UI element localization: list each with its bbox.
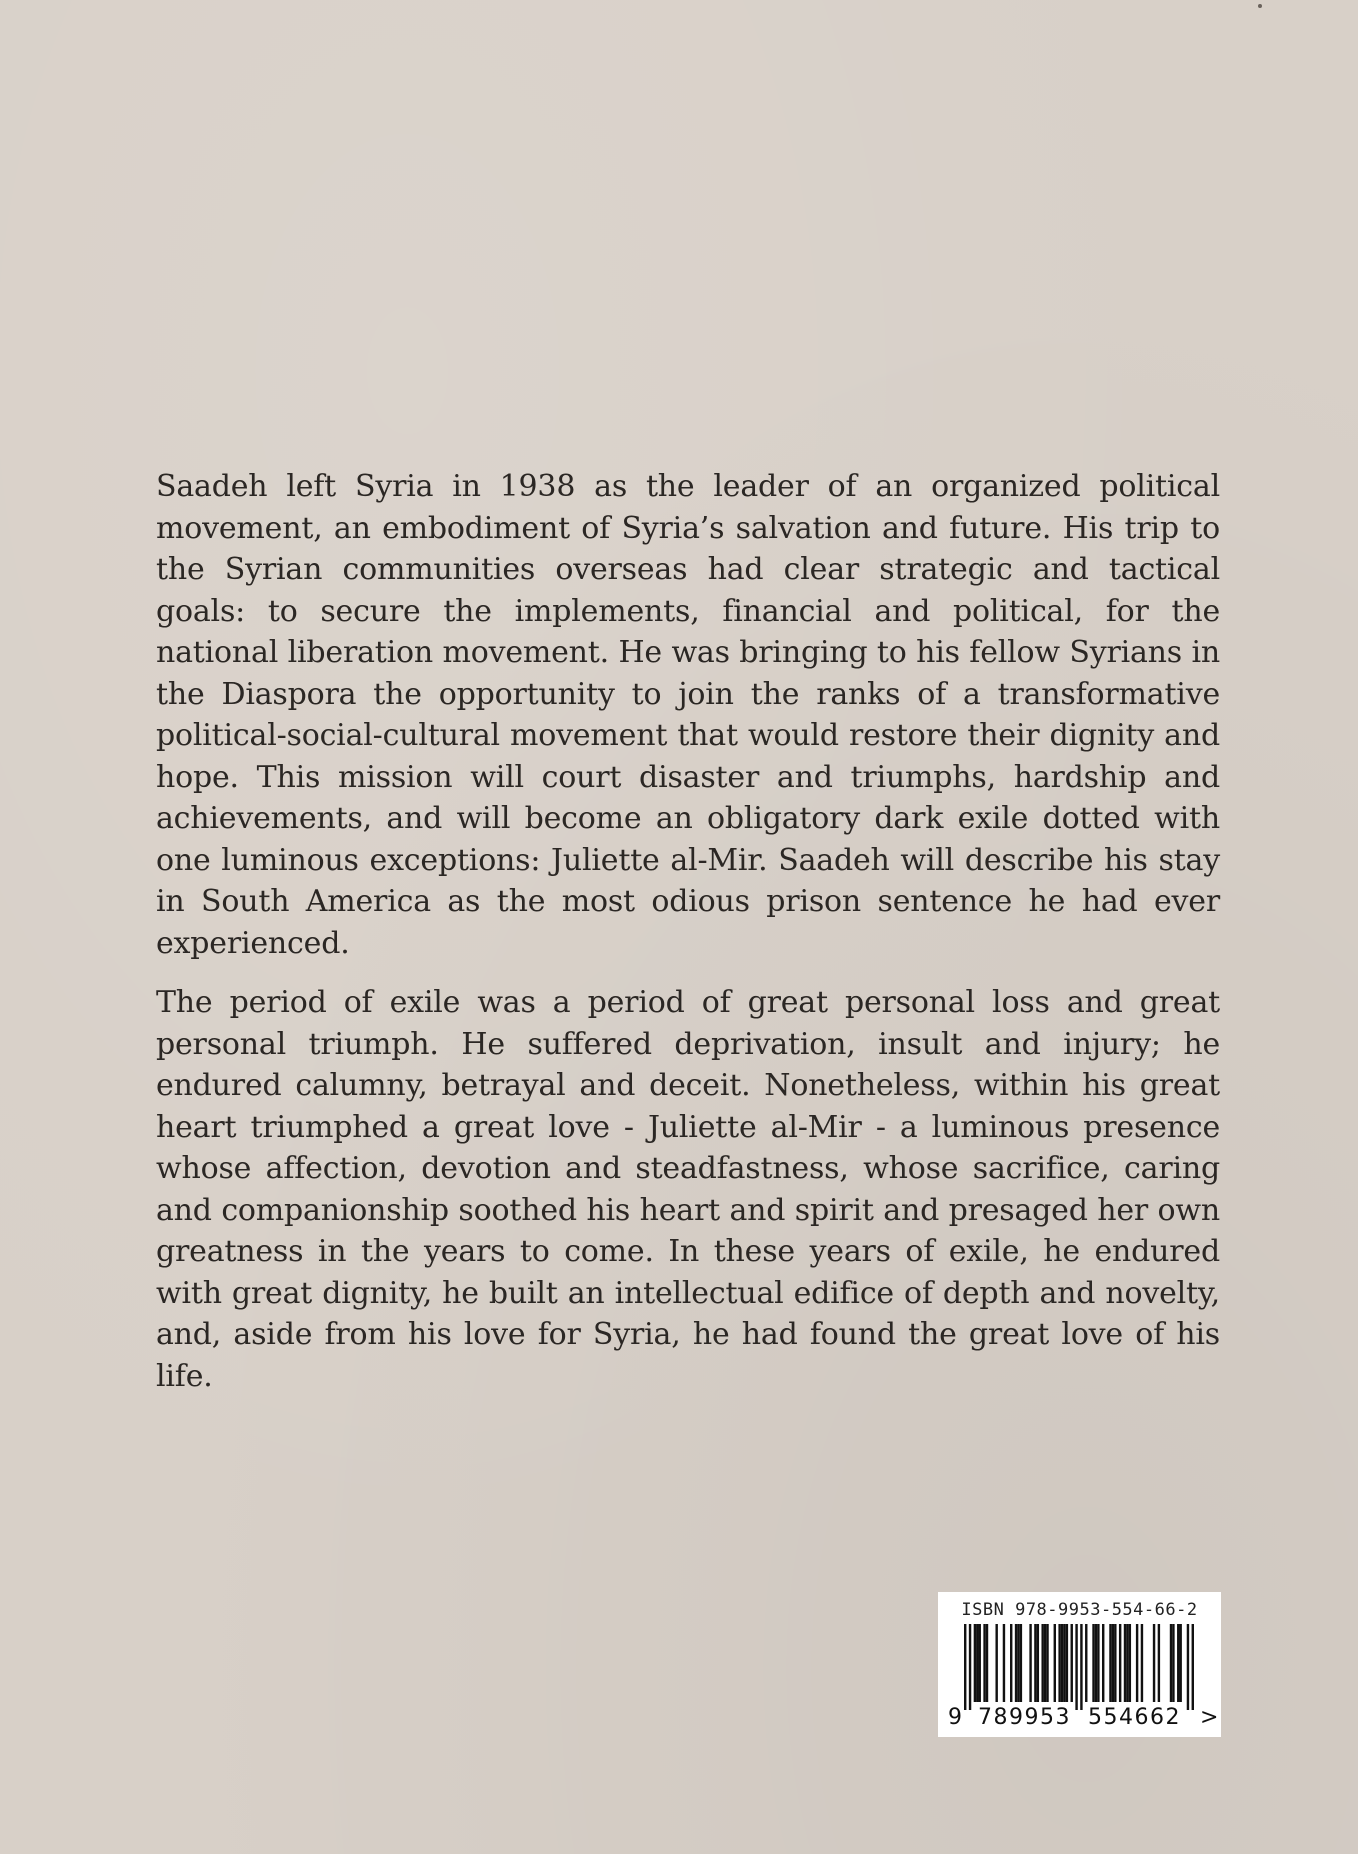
- barcode-bar: [1119, 1624, 1121, 1702]
- barcode-bar: [1041, 1624, 1043, 1702]
- barcode-bar: [1017, 1624, 1019, 1702]
- barcode-digit-first: 9: [948, 1705, 962, 1730]
- barcode-bar: [979, 1624, 981, 1702]
- barcode-quiet-zone-mark: >: [1200, 1705, 1219, 1730]
- print-speck: [1258, 4, 1262, 8]
- barcode-bar: [1092, 1624, 1094, 1702]
- barcode-bar: [976, 1624, 978, 1702]
- barcode-bar: [1179, 1624, 1181, 1702]
- barcode-bar: [1109, 1624, 1111, 1702]
- barcode-bar: [1172, 1624, 1174, 1702]
- barcode-bar: [1029, 1624, 1031, 1702]
- barcode-bar: [1037, 1624, 1039, 1702]
- barcode-bar: [1136, 1624, 1138, 1702]
- barcode-bar: [1126, 1624, 1128, 1702]
- barcode-bar: [1158, 1624, 1160, 1702]
- barcode-guard-bar: [1192, 1624, 1194, 1710]
- barcode-bar: [1071, 1624, 1073, 1702]
- barcode-guard-bar: [1075, 1624, 1077, 1710]
- barcode-bar: [1129, 1624, 1131, 1702]
- barcode-bar: [1102, 1624, 1104, 1702]
- barcode-bar: [1015, 1624, 1017, 1702]
- barcode-bar: [1061, 1624, 1063, 1702]
- barcode-bar: [974, 1624, 976, 1702]
- barcode-bar: [1095, 1624, 1097, 1702]
- barcode-bar: [1170, 1624, 1172, 1702]
- barcode-digits-left: 789953: [974, 1704, 1075, 1732]
- barcode-bar: [1085, 1624, 1087, 1702]
- barcode-bar: [1097, 1624, 1099, 1702]
- blurb-paragraph-2: The period of exile was a period of great personal loss and great personal triumph. He suffered deprivation, insult and injury; he endured calumny, betrayal and deceit. Nonetheless, within his great heart triumphed a great love - Juliette al-Mir - a luminous presence whose affection, devotion and steadfastness, whose sacrifice, caring and companionship soothed his heart and spirit and presaged her own greatness in the years to come. In these years of exile, he endured with great dignity, he built an intellectual edifice of depth and novelty, and, aside from his love for Syria, he had found the great love of his life.: [156, 985, 1220, 1394]
- barcode-bar: [1063, 1624, 1065, 1702]
- barcode-bar: [1054, 1624, 1056, 1702]
- barcode-digits-right: 554662: [1084, 1704, 1185, 1732]
- barcode-digits: [938, 1702, 1221, 1736]
- barcode-bar: [1010, 1624, 1012, 1702]
- barcode-bar: [1003, 1624, 1005, 1702]
- barcode-bar: [1177, 1624, 1179, 1702]
- cover-blurb: [156, 466, 1220, 1415]
- barcode-guard-bar: [1187, 1624, 1189, 1710]
- barcode-bar: [1124, 1624, 1126, 1702]
- barcode-bar: [995, 1624, 997, 1702]
- barcode-bar: [1020, 1624, 1022, 1702]
- barcode-bar: [1058, 1624, 1060, 1702]
- barcode-bars: [964, 1624, 1194, 1710]
- barcode-bar: [1066, 1624, 1068, 1702]
- barcode-guard-bar: [969, 1624, 971, 1710]
- barcode-bar: [1112, 1624, 1114, 1702]
- isbn-label: ISBN 978-9953-554-66-2: [961, 1600, 1198, 1620]
- blurb-paragraph-1: Saadeh left Syria in 1938 as the leader of an organized political movement, an embodiment of Syria’s salvation and future. His trip to the Syrian communities overseas had clear strategic and tactical goals: to secure the implements, financial and political, for the national liberation movement. He was bringing to his fellow Syrians in the Diaspora the opportunity to join the ranks of a transformative political-social-cultural movement that would restore their dignity and hope. This mission will court disaster and triumphs, hardship and achievements, and will become an obligatory dark exile dotted with one luminous exceptions: Juliette al-Mir. Saadeh will describe his stay in South America as the most odious prison sentence he had ever experienced.: [156, 469, 1220, 961]
- barcode-bar: [1153, 1624, 1155, 1702]
- barcode-guard-bar: [1080, 1624, 1082, 1710]
- isbn-barcode: [938, 1592, 1221, 1737]
- barcode-bar: [986, 1624, 988, 1702]
- barcode-bar: [1046, 1624, 1048, 1702]
- barcode-bar: [1141, 1624, 1143, 1702]
- barcode-bar: [983, 1624, 985, 1702]
- barcode-guard-bar: [964, 1624, 966, 1710]
- barcode-bar: [1044, 1624, 1046, 1702]
- barcode-bar: [1034, 1624, 1036, 1702]
- barcode-bar: [1114, 1624, 1116, 1702]
